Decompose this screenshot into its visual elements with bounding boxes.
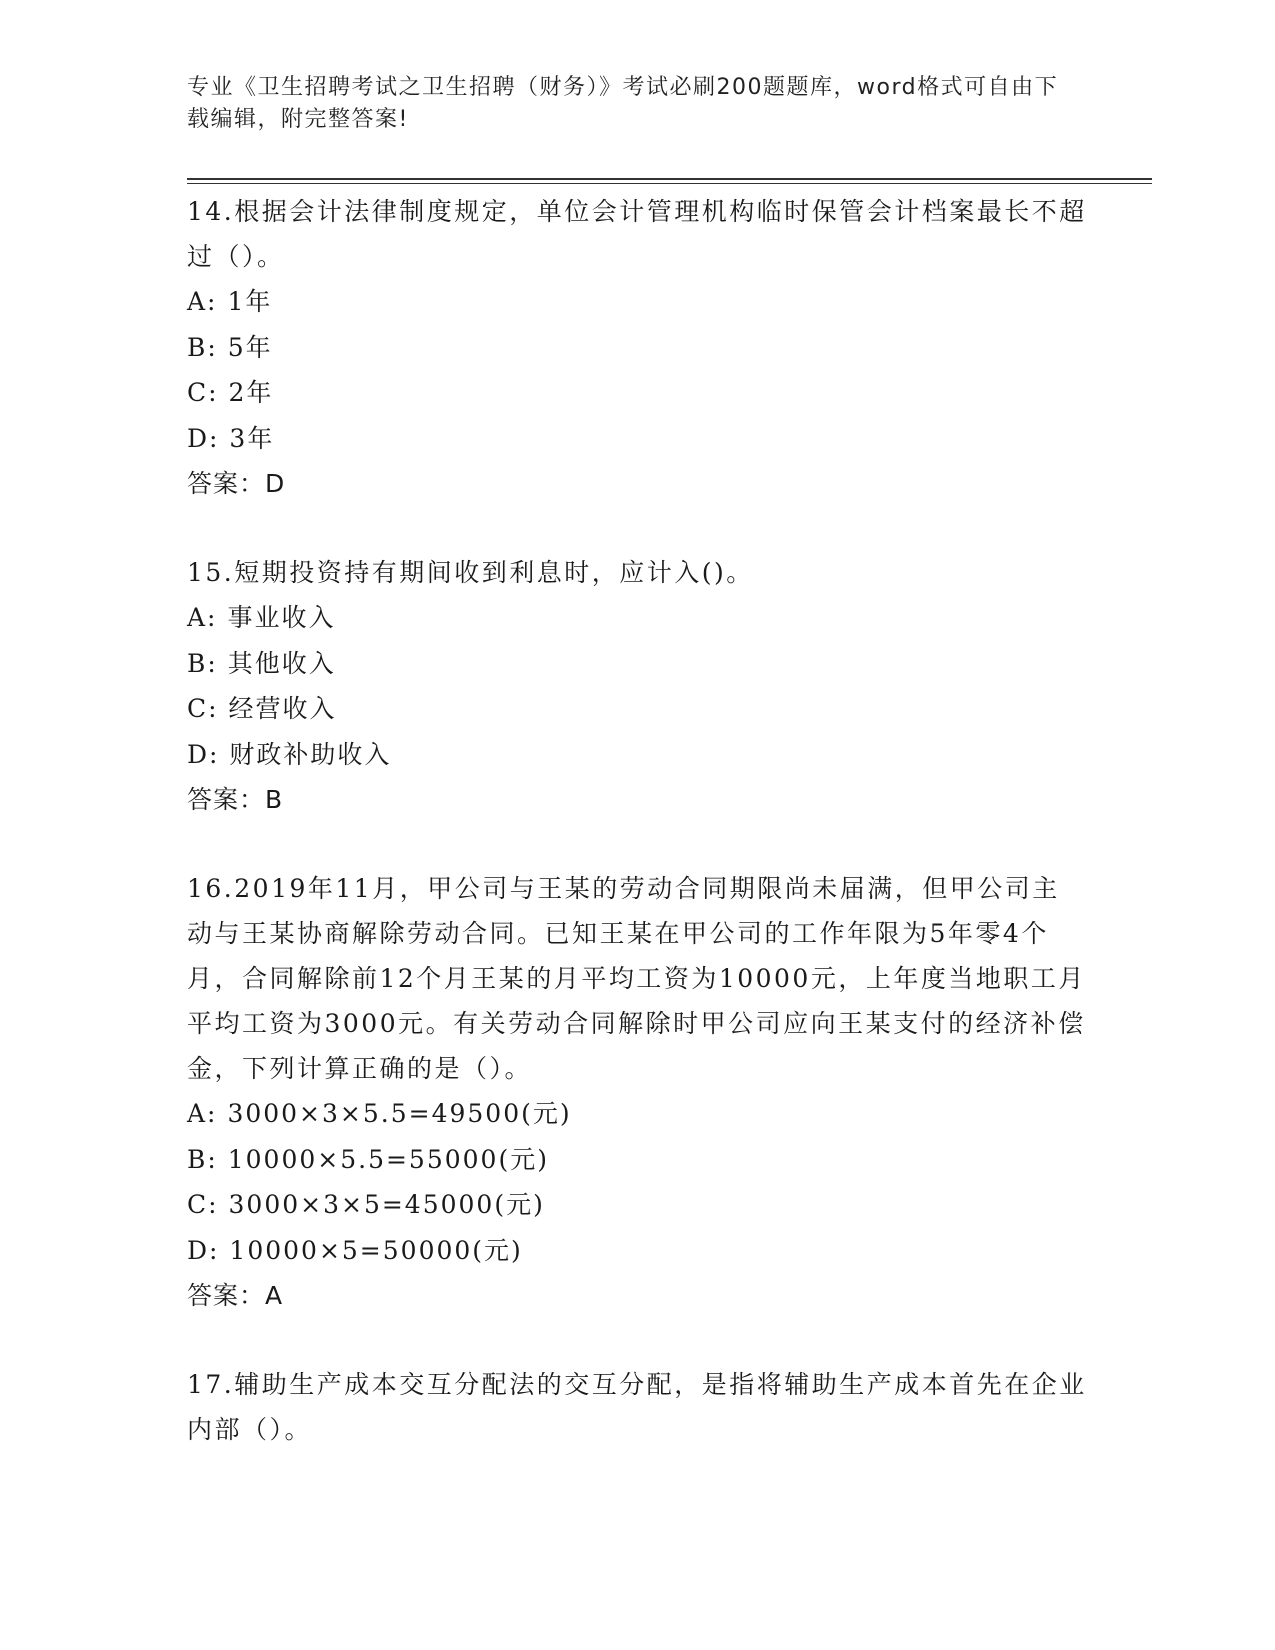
option-c bbox=[187, 1182, 1087, 1228]
answer-label: 答案： bbox=[187, 785, 266, 814]
question-15 bbox=[187, 550, 1087, 822]
option-text: 事业收入 bbox=[227, 603, 336, 632]
question-text: 15.短期投资持有期间收到利息时，应计入()。 bbox=[187, 558, 754, 587]
document-header: 专业《卫生招聘考试之卫生招聘（财务）》考试必刷200题题库，word格式可自由下载编辑，附完整答案! bbox=[187, 75, 1059, 132]
question-14 bbox=[187, 189, 1087, 506]
question-16 bbox=[187, 866, 1087, 1318]
option-text: 财政补助收入 bbox=[229, 739, 392, 769]
option-key: A: bbox=[187, 287, 218, 316]
option-key: D: bbox=[187, 423, 220, 453]
option-text: 10000×5.5=55000(元) bbox=[227, 1144, 549, 1174]
option-text: 3年 bbox=[229, 423, 275, 453]
header-divider-thin bbox=[187, 183, 1152, 184]
option-text: 3000×3×5.5=49500(元) bbox=[227, 1099, 572, 1128]
question-text: 14.根据会计法律制度规定，单位会计管理机构临时保管会计档案最长不超过（）。 bbox=[187, 197, 1087, 271]
header-divider bbox=[187, 178, 1152, 180]
answer-line bbox=[187, 461, 1087, 506]
option-b bbox=[187, 325, 1087, 371]
answer-value: D bbox=[265, 469, 286, 498]
answer-line bbox=[187, 777, 1087, 822]
option-a bbox=[187, 279, 1087, 325]
answer-value: A bbox=[265, 1281, 284, 1310]
option-d bbox=[187, 1228, 1087, 1274]
option-b bbox=[187, 641, 1087, 687]
option-key: B: bbox=[187, 648, 218, 678]
option-key: D: bbox=[187, 739, 220, 769]
option-text: 5年 bbox=[227, 332, 273, 362]
option-b bbox=[187, 1137, 1087, 1183]
option-c bbox=[187, 686, 1087, 732]
option-d bbox=[187, 416, 1087, 462]
option-key: D: bbox=[187, 1235, 220, 1265]
option-key: A: bbox=[187, 1099, 218, 1128]
option-text: 2年 bbox=[228, 378, 274, 407]
option-key: C: bbox=[187, 378, 219, 407]
option-text: 3000×3×5=45000(元) bbox=[228, 1190, 545, 1219]
option-key: B: bbox=[187, 1144, 218, 1174]
option-key: C: bbox=[187, 1190, 219, 1219]
answer-line bbox=[187, 1273, 1087, 1318]
option-key: A: bbox=[187, 603, 218, 632]
question-list bbox=[187, 189, 1087, 1496]
option-text: 经营收入 bbox=[228, 694, 337, 723]
option-c bbox=[187, 370, 1087, 416]
option-a bbox=[187, 1091, 1087, 1137]
option-d bbox=[187, 732, 1087, 778]
option-text: 10000×5=50000(元) bbox=[229, 1235, 523, 1265]
question-text: 17.辅助生产成本交互分配法的交互分配，是指将辅助生产成本首先在企业内部（）。 bbox=[187, 1370, 1087, 1444]
option-a bbox=[187, 595, 1087, 641]
question-17 bbox=[187, 1362, 1087, 1452]
option-text: 1年 bbox=[227, 287, 273, 316]
option-key: B: bbox=[187, 332, 218, 362]
answer-label: 答案： bbox=[187, 1281, 266, 1310]
option-key: C: bbox=[187, 694, 219, 723]
answer-label: 答案： bbox=[187, 469, 266, 498]
question-text: 16.2019年11月，甲公司与王某的劳动合同期限尚未届满，但甲公司主动与王某协商解除劳动合同。已知王某在甲公司的工作年限为5年零4个月，合同解除前12个月王某的月平均工资为10000元，上年度当地职工月平均工资为3000元。有关劳动合同解除时甲公司应向王某支付的经济补偿金，下列计算正确的是（）。 bbox=[187, 874, 1086, 1083]
option-text: 其他收入 bbox=[227, 648, 336, 678]
answer-value: B bbox=[265, 785, 284, 814]
